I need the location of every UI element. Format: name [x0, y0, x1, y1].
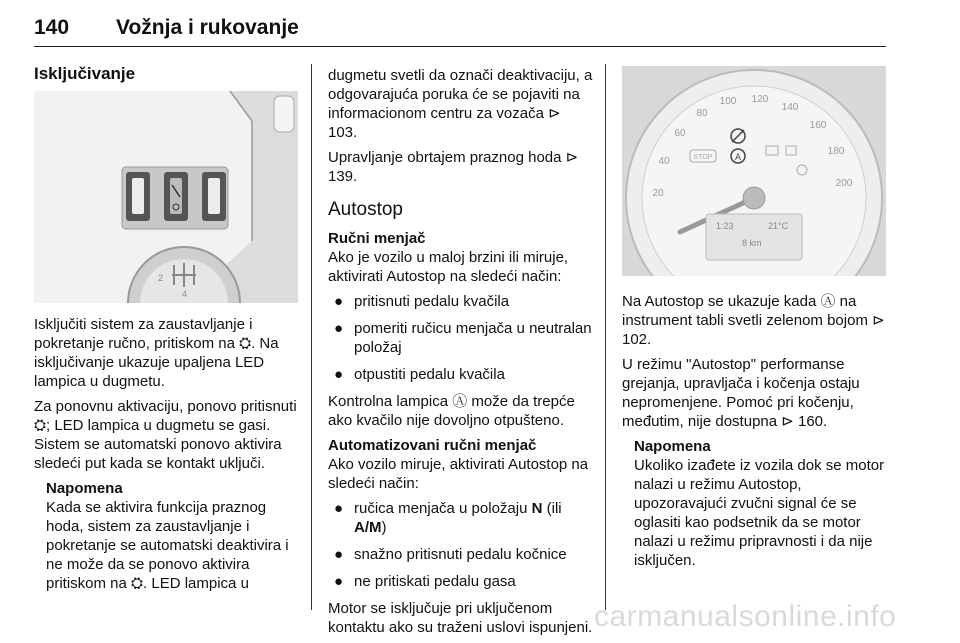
svg-text:A: A — [734, 152, 742, 162]
gauge-tick: 140 — [781, 102, 799, 113]
paragraph: Kontrolna lampica Ⓐ može da trepće ako kvačilo nije dovoljno otpušteno. — [328, 393, 575, 429]
paragraph: Ako je vozilo u maloj brzini ili miruje, aktivirati Autostop na sledeći način: — [328, 249, 569, 285]
gauge-tick: 80 — [696, 108, 708, 119]
note-text: Ukoliko izađete iz vozila dok se motor nalazi u režimu Autostop, upozoravajući zvučni signal će se oglasiti kao podsetnik da se motor nalazi u režimu pripravnosti i da nije isključen. — [634, 457, 885, 569]
watermark: carmanualsonline.info — [594, 600, 897, 633]
gauge-tick: 120 — [751, 94, 769, 105]
svg-text:4: 4 — [182, 289, 188, 299]
note-box — [46, 479, 300, 593]
gauge-tick: 40 — [658, 156, 670, 167]
list-item: ● otpustiti pedalu kvačila — [334, 366, 505, 383]
gauge-tick: 180 — [827, 146, 845, 157]
note-box — [634, 437, 888, 570]
speedometer-illustration — [622, 66, 886, 276]
column-right — [622, 66, 888, 570]
bullet-list — [328, 292, 594, 384]
paragraph: U režimu "Autostop" performanse grejanja, upravljača i kočenja ostaju nepromenjene. Pomoć pri kočenju, međutim, nije dostupna ⊳ 160. — [622, 356, 860, 430]
column-divider — [605, 64, 606, 610]
note-text: Kada se aktivira funkcija praznog hoda, sistem za zaustavljanje i pokretanje se automatski deaktivira i ne može da se ponovo aktivira pritiskom na ⛭. LED lampica u — [46, 499, 289, 592]
paragraph: Isključiti sistem za zaustavljanje i pokretanje ručno, pritiskom na ⛭. Na isključivanje ukazuje upaljena LED lampica u dugmetu. — [34, 316, 279, 390]
paragraph: Ako vozilo miruje, aktivirati Autostop na sledeći način: — [328, 456, 589, 492]
note-title: Napomena — [46, 480, 123, 497]
paragraph: dugmetu svetli da označi deaktivaciju, a odgovarajuća poruka će se pojaviti na informacionom centru za vozača ⊳ 103. — [328, 67, 593, 141]
display-temp: 21°C — [768, 221, 789, 231]
note-title: Napomena — [634, 438, 711, 455]
page-number: 140 — [34, 16, 70, 39]
list-item: ● pritisnuti pedalu kvačila — [334, 293, 510, 310]
subheading: Automatizovani ručni menjač — [328, 437, 537, 454]
gauge-tick: 200 — [835, 178, 853, 189]
bullet-list — [328, 499, 594, 591]
column-left — [34, 64, 300, 593]
column-divider — [311, 64, 312, 610]
stop-start-button-illustration — [34, 91, 298, 303]
paragraph: Upravljanje obrtajem praznog hoda ⊳ 139. — [328, 149, 579, 185]
column-middle — [328, 66, 594, 643]
page-header — [34, 10, 886, 47]
list-item: ● pomeriti ručicu menjača u neutralan položaj — [334, 320, 592, 356]
stop-label: STOP — [693, 154, 713, 161]
paragraph: Za ponovnu aktivaciju, ponovo pritisnuti ⛭; LED lampica u dugmetu se gasi. Sistem se automatski ponovo aktivira sledeći put kada se kontakt uključi. — [34, 398, 297, 472]
display-time: 1:23 — [716, 221, 734, 231]
chapter-title: Vožnja i rukovanje — [116, 16, 299, 39]
svg-text:2: 2 — [158, 273, 164, 283]
paragraph: Motor se isključuje pri uključenom kontaktu ako su traženi uslovi ispunjeni. — [328, 600, 593, 636]
gauge-tick: 100 — [719, 96, 737, 107]
gauge-tick: 160 — [809, 120, 827, 131]
paragraph: Na Autostop se ukazuje kada Ⓐ na instrument tabli svetli zelenom bojom ⊳ 102. — [622, 293, 885, 348]
list-item: ● ne pritiskati pedalu gasa — [334, 573, 516, 590]
gauge-tick: 60 — [674, 128, 686, 139]
display-line2: 8 km — [742, 238, 762, 248]
subheading: Ručni menjač — [328, 230, 426, 247]
section-heading: Isključivanje — [34, 64, 136, 83]
section-heading: Autostop — [328, 199, 403, 220]
list-item: ● snažno pritisnuti pedalu kočnice — [334, 546, 567, 563]
list-item: ● ručica menjača u položaju N (ili A/M) — [334, 500, 562, 536]
gauge-tick: 20 — [652, 188, 664, 199]
